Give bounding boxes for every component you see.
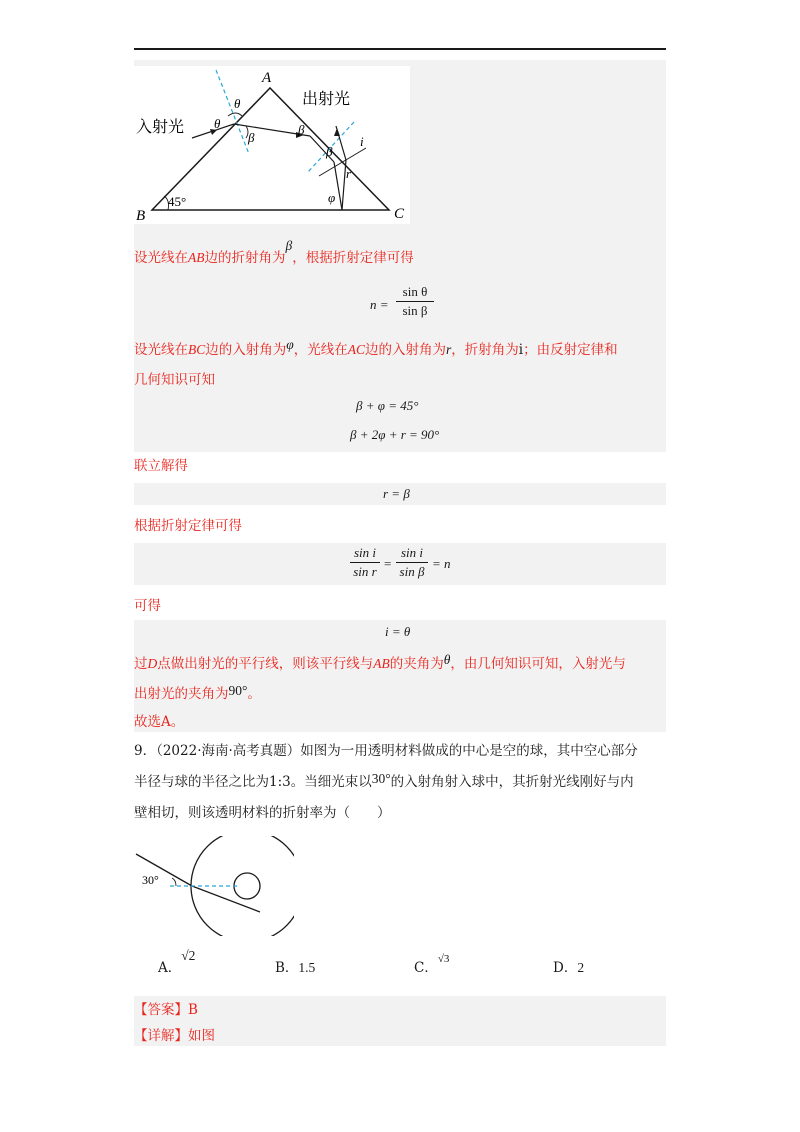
solution-line: 几何知识可知: [134, 372, 215, 388]
solution-line: 可得: [134, 598, 161, 614]
angle-B-label: 45°: [168, 194, 187, 209]
solution-line: 出射光的夹角为90°。: [134, 683, 261, 702]
header-rule: [134, 48, 666, 50]
equation: r = β: [383, 486, 410, 501]
detail-line: 【详解】如图: [134, 1028, 215, 1044]
question-text: 壁相切，则该透明材料的折射率为（ ）: [134, 805, 391, 821]
i-label: i: [360, 134, 364, 149]
solution-line: 联立解得: [134, 458, 188, 474]
beta-label: β: [248, 130, 255, 145]
phi-label: φ: [328, 190, 336, 205]
incident-label: 入射光: [136, 119, 185, 136]
solution-line: 设光线在AB边的折射角为β，根据折射定律可得: [134, 238, 414, 266]
fraction: sin θ sin β: [396, 284, 434, 319]
question-text: 9．（2022·海南·高考真题）如图为一用透明材料做成的中心是空的球，其中空心部分: [134, 743, 638, 759]
option-C[interactable]: C．$^{√3}$: [414, 953, 450, 976]
equation: = n: [432, 556, 451, 571]
equals: =: [384, 556, 392, 571]
beta-label: β: [326, 144, 333, 159]
r-label: r: [346, 166, 352, 181]
theta-label: θ: [214, 116, 221, 131]
vertex-B: B: [136, 208, 146, 224]
vertex-C: C: [394, 206, 405, 222]
theta-label: θ: [234, 96, 241, 111]
fraction: sin i sin β: [396, 545, 428, 580]
beta-label: β: [298, 122, 305, 137]
inner-circle: [234, 873, 260, 899]
sphere-figure: [134, 836, 294, 936]
fraction: sin i sin r: [350, 545, 380, 580]
vertex-A: A: [262, 70, 272, 86]
equation: i = θ: [385, 624, 411, 639]
prism-figure: [134, 66, 410, 224]
option-B[interactable]: B．1.5: [275, 960, 316, 976]
solution-line: 过D点做出射光的平行线，则该平行线与AB的夹角为θ，由几何知识可知，入射光与: [134, 652, 626, 672]
equation: β + φ = 45°: [356, 398, 419, 413]
answer-line: 【答案】B: [134, 1002, 198, 1018]
solution-line: 故选A。: [134, 714, 185, 730]
option-D[interactable]: D．2: [553, 960, 585, 976]
equation: β + 2φ + r = 90°: [350, 427, 440, 442]
equation: n =: [370, 297, 389, 312]
question-text: 半径与球的半径之比为1:3。当细光束以30°的入射角射入球中，其折射光线刚好与内: [134, 771, 634, 790]
option-A[interactable]: A．√2: [158, 948, 196, 976]
solution-line: 设光线在BC边的入射角为φ，光线在AC边的入射角为r，折射角为i；由反射定律和: [134, 337, 618, 358]
angle-label: 30°: [142, 873, 159, 887]
emergent-label: 出射光: [302, 91, 351, 108]
solution-line: 根据折射定律可得: [134, 518, 242, 534]
